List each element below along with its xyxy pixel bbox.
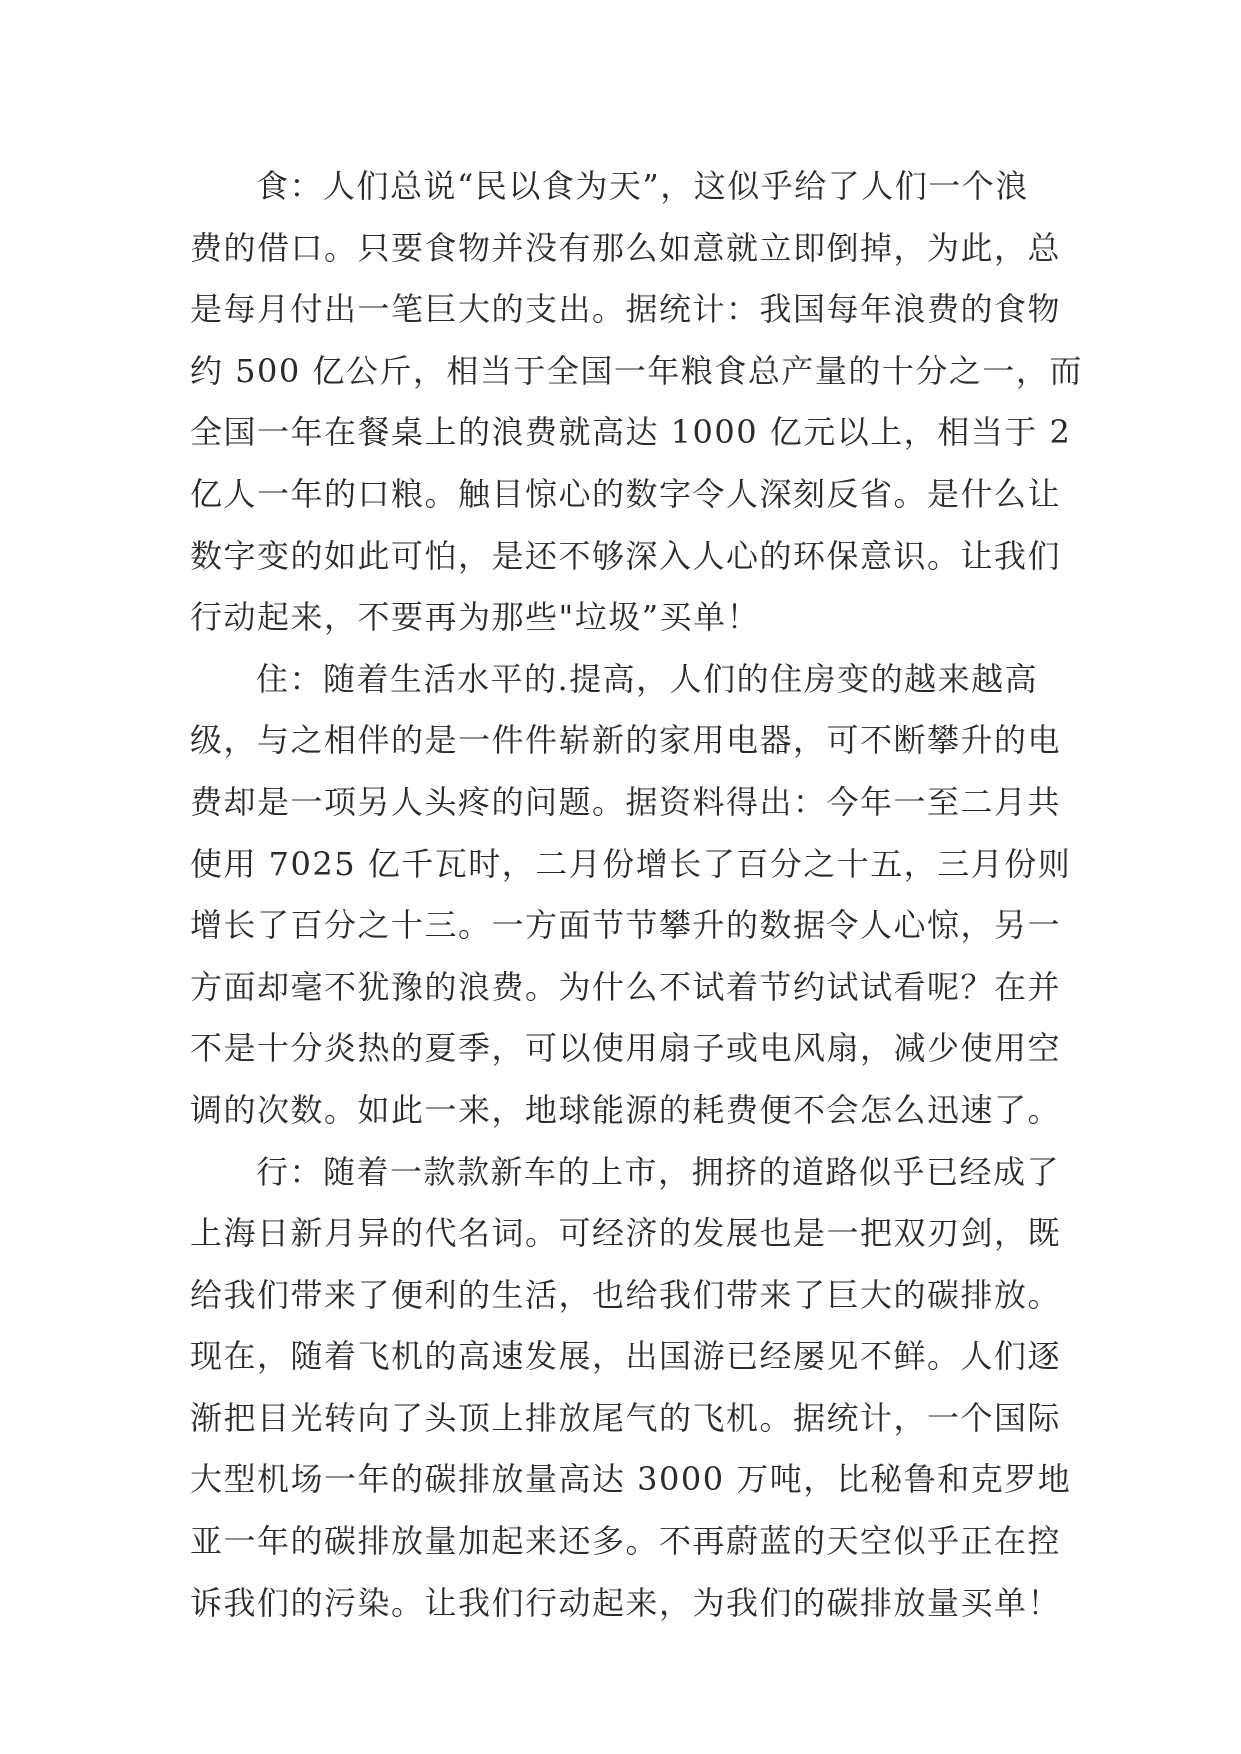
text-line: 数字变的如此可怕，是还不够深入人心的环保意识。让我们	[190, 536, 1062, 575]
text-line: 行：随着一款款新车的上市，拥挤的道路似乎已经成了	[256, 1152, 1061, 1191]
text-line: 费却是一项另人头疼的问题。据资料得出：今年一至二月共	[190, 782, 1062, 821]
text-line: 行动起来，不要再为那些"垃圾”买单！	[190, 598, 761, 637]
text-line: 使用 7025 亿千瓦时，二月份增长了百分之十五，三月份则	[190, 844, 1072, 883]
text-line: 现在，随着飞机的高速发展，出国游已经屡见不鲜。人们逐	[190, 1337, 1062, 1376]
text-line: 约 500 亿公斤，相当于全国一年粮食总产量的十分之一，而	[190, 351, 1083, 390]
paragraph-housing	[190, 649, 1072, 1142]
text-line: 费的借口。只要食物并没有那么如意就立即倒掉，为此，总	[190, 228, 1062, 267]
text-line: 亚一年的碳排放量加起来还多。不再蔚蓝的天空似乎正在控	[190, 1522, 1062, 1561]
paragraph-food	[190, 156, 1083, 649]
paragraph-transport	[190, 1142, 1072, 1635]
text-line: 渐把目光转向了头顶上排放尾气的飞机。据统计，一个国际	[190, 1398, 1062, 1437]
text-line: 级，与之相伴的是一件件崭新的家用电器，可不断攀升的电	[190, 721, 1062, 760]
text-line: 给我们带来了便利的生活，也给我们带来了巨大的碳排放。	[190, 1275, 1062, 1314]
text-line: 不是十分炎热的夏季，可以使用扇子或电风扇，减少使用空	[190, 1029, 1062, 1068]
text-line: 诉我们的污染。让我们行动起来，为我们的碳排放量买单！	[190, 1583, 1062, 1622]
text-line: 调的次数。如此一来，地球能源的耗费便不会怎么迅速了。	[190, 1090, 1062, 1129]
text-line: 方面却毫不犹豫的浪费。为什么不试着节约试试看呢？在并	[190, 967, 1062, 1006]
text-line: 食：人们总说“民以食为天”，这似乎给了人们一个浪	[256, 167, 1029, 205]
text-line: 增长了百分之十三。一方面节节攀升的数据令人心惊，另一	[190, 906, 1062, 945]
text-line: 上海日新月异的代名词。可经济的发展也是一把双刃剑，既	[190, 1214, 1062, 1253]
document-body	[190, 156, 1083, 1634]
text-line: 是每月付出一笔巨大的支出。据统计：我国每年浪费的食物	[190, 290, 1062, 329]
text-line: 大型机场一年的碳排放量高达 3000 万吨，比秘鲁和克罗地	[190, 1460, 1072, 1499]
text-line: 全国一年在餐桌上的浪费就高达 1000 亿元以上，相当于 2	[190, 413, 1072, 452]
text-line: 亿人一年的口粮。触目惊心的数字令人深刻反省。是什么让	[190, 474, 1062, 513]
text-line: 住：随着生活水平的.提高，人们的住房变的越来越高	[256, 659, 1039, 698]
